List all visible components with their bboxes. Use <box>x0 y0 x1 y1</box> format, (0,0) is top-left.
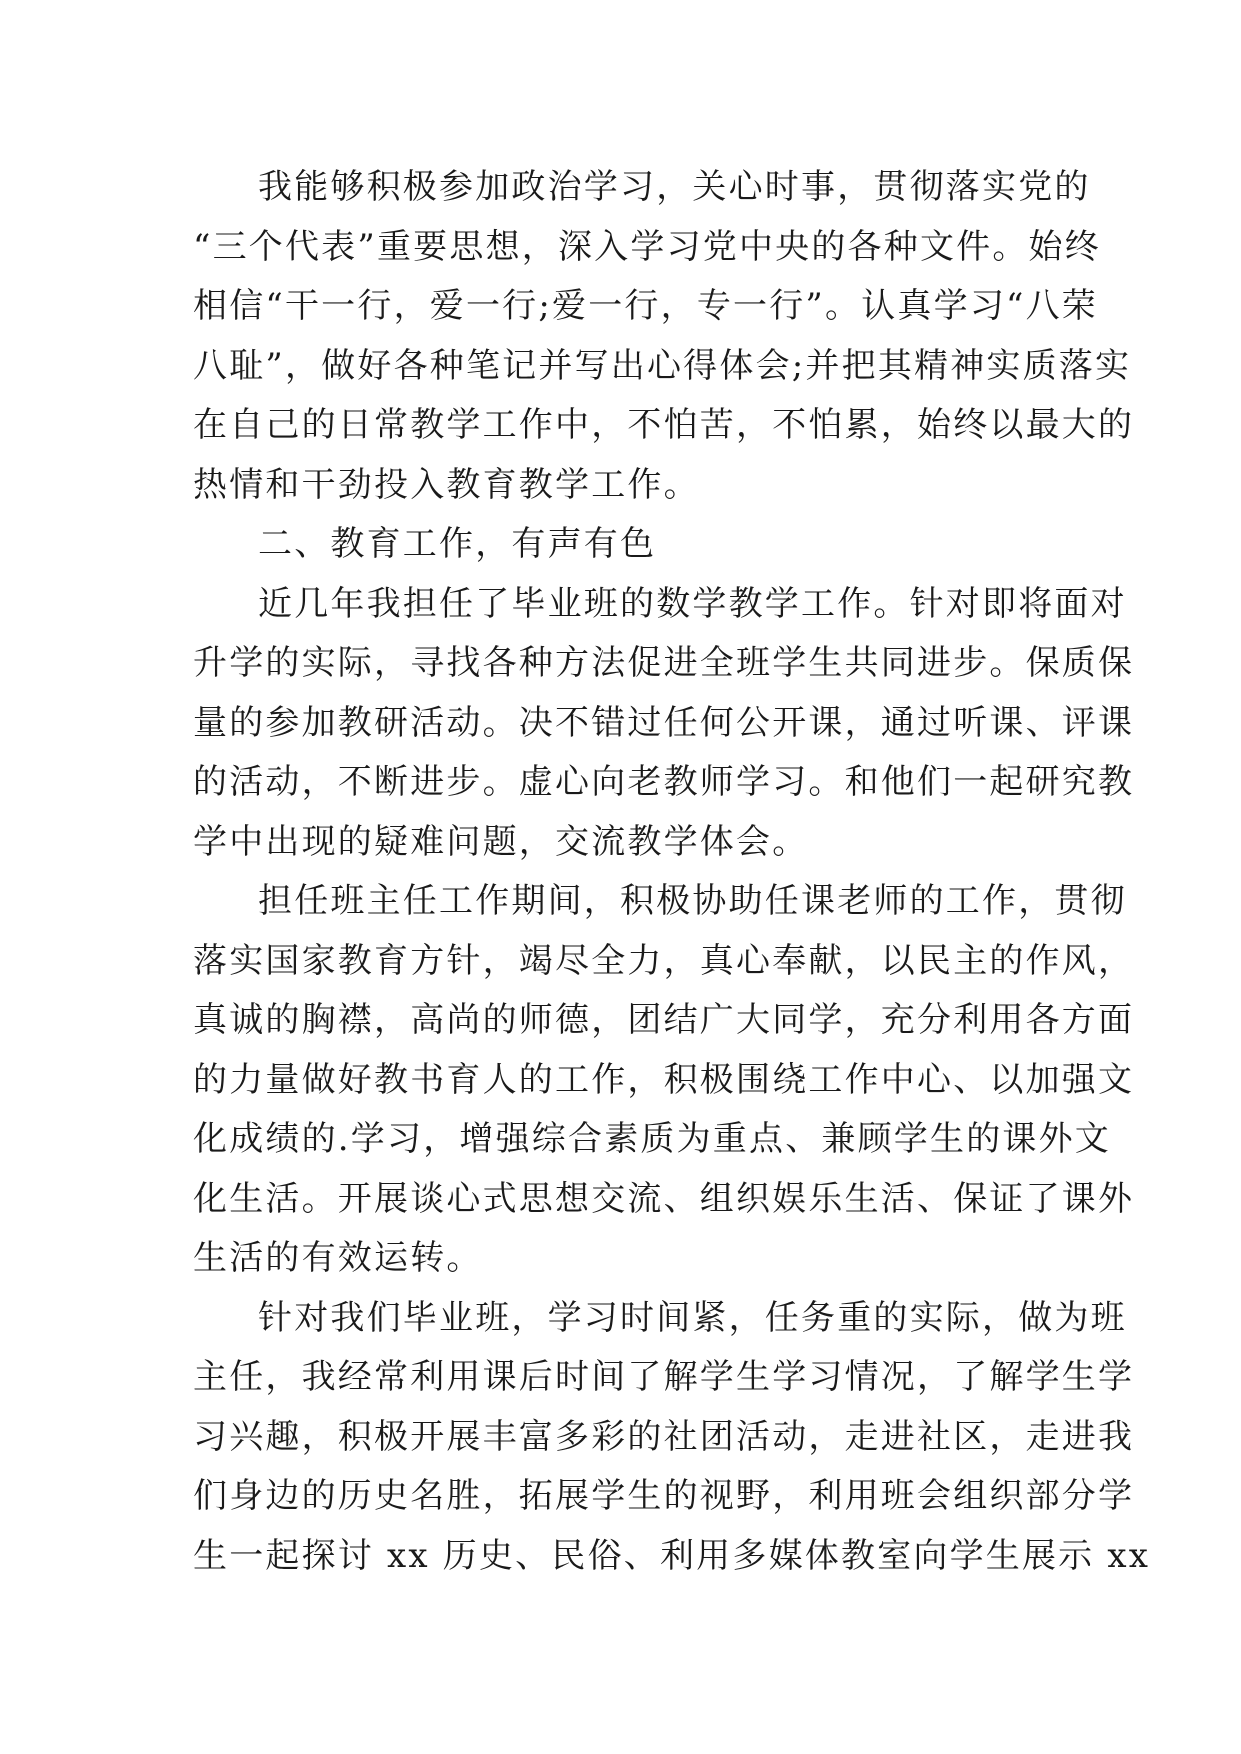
paragraph-line: 担任班主任工作期间，积极协助任课老师的工作，贯彻 <box>258 881 1127 921</box>
paragraph-line: 学中出现的疑难问题，交流教学体会。 <box>193 821 809 862</box>
paragraph-line: 生一起探讨 xx 历史、民俗、利用多媒体教室向学生展示 xx <box>193 1535 1151 1576</box>
paragraph-line: 针对我们毕业班，学习时间紧，任务重的实际，做为班 <box>258 1297 1127 1338</box>
paragraph-line: 生活的有效运转。 <box>193 1238 483 1278</box>
paragraph-line: 们身边的历史名胜，拓展学生的视野，利用班会组织部分学 <box>193 1476 1135 1516</box>
paragraph-line: 化成绩的.学习，增强综合素质为重点、兼顾学生的课外文 <box>193 1119 1112 1159</box>
paragraph-line: “三个代表”重要思想，深入学习党中央的各种文件。始终 <box>193 226 1101 267</box>
paragraph-line: 落实国家教育方针，竭尽全力，真心奉献，以民主的作风， <box>193 940 1135 981</box>
section-heading: 二、教育工作，有声有色 <box>258 524 657 564</box>
paragraph-line: 在自己的日常教学工作中，不怕苦，不怕累，始终以最大的 <box>193 405 1135 445</box>
paragraph-line: 化生活。开展谈心式思想交流、组织娱乐生活、保证了课外 <box>193 1178 1135 1219</box>
paragraph-line: 相信“干一行，爱一行;爱一行，专一行”。认真学习“八荣 <box>193 286 1098 326</box>
paragraph-line: 八耻”，做好各种笔记并写出心得体会;并把其精神实质落实 <box>193 345 1132 386</box>
paragraph-line: 升学的实际，寻找各种方法促进全班学生共同进步。保质保 <box>193 643 1135 683</box>
paragraph-line: 主任，我经常利用课后时间了解学生学习情况，了解学生学 <box>193 1357 1135 1397</box>
paragraph-line: 真诚的胸襟，高尚的师德，团结广大同学，充分利用各方面 <box>193 1000 1135 1040</box>
paragraph-line: 近几年我担任了毕业班的数学教学工作。针对即将面对 <box>258 583 1127 624</box>
paragraph-line: 量的参加教研活动。决不错过任何公开课，通过听课、评课 <box>193 702 1135 743</box>
paragraph-line: 习兴趣，积极开展丰富多彩的社团活动，走进社区，走进我 <box>193 1416 1135 1457</box>
paragraph-line: 我能够积极参加政治学习，关心时事，贯彻落实党的 <box>258 167 1091 207</box>
document-body <box>193 158 1151 1586</box>
paragraph-line: 的力量做好教书育人的工作，积极围绕工作中心、以加强文 <box>193 1059 1135 1100</box>
paragraph-line: 的活动，不断进步。虚心向老教师学习。和他们一起研究教 <box>193 762 1135 802</box>
paragraph-line: 热情和干劲投入教育教学工作。 <box>193 464 700 505</box>
